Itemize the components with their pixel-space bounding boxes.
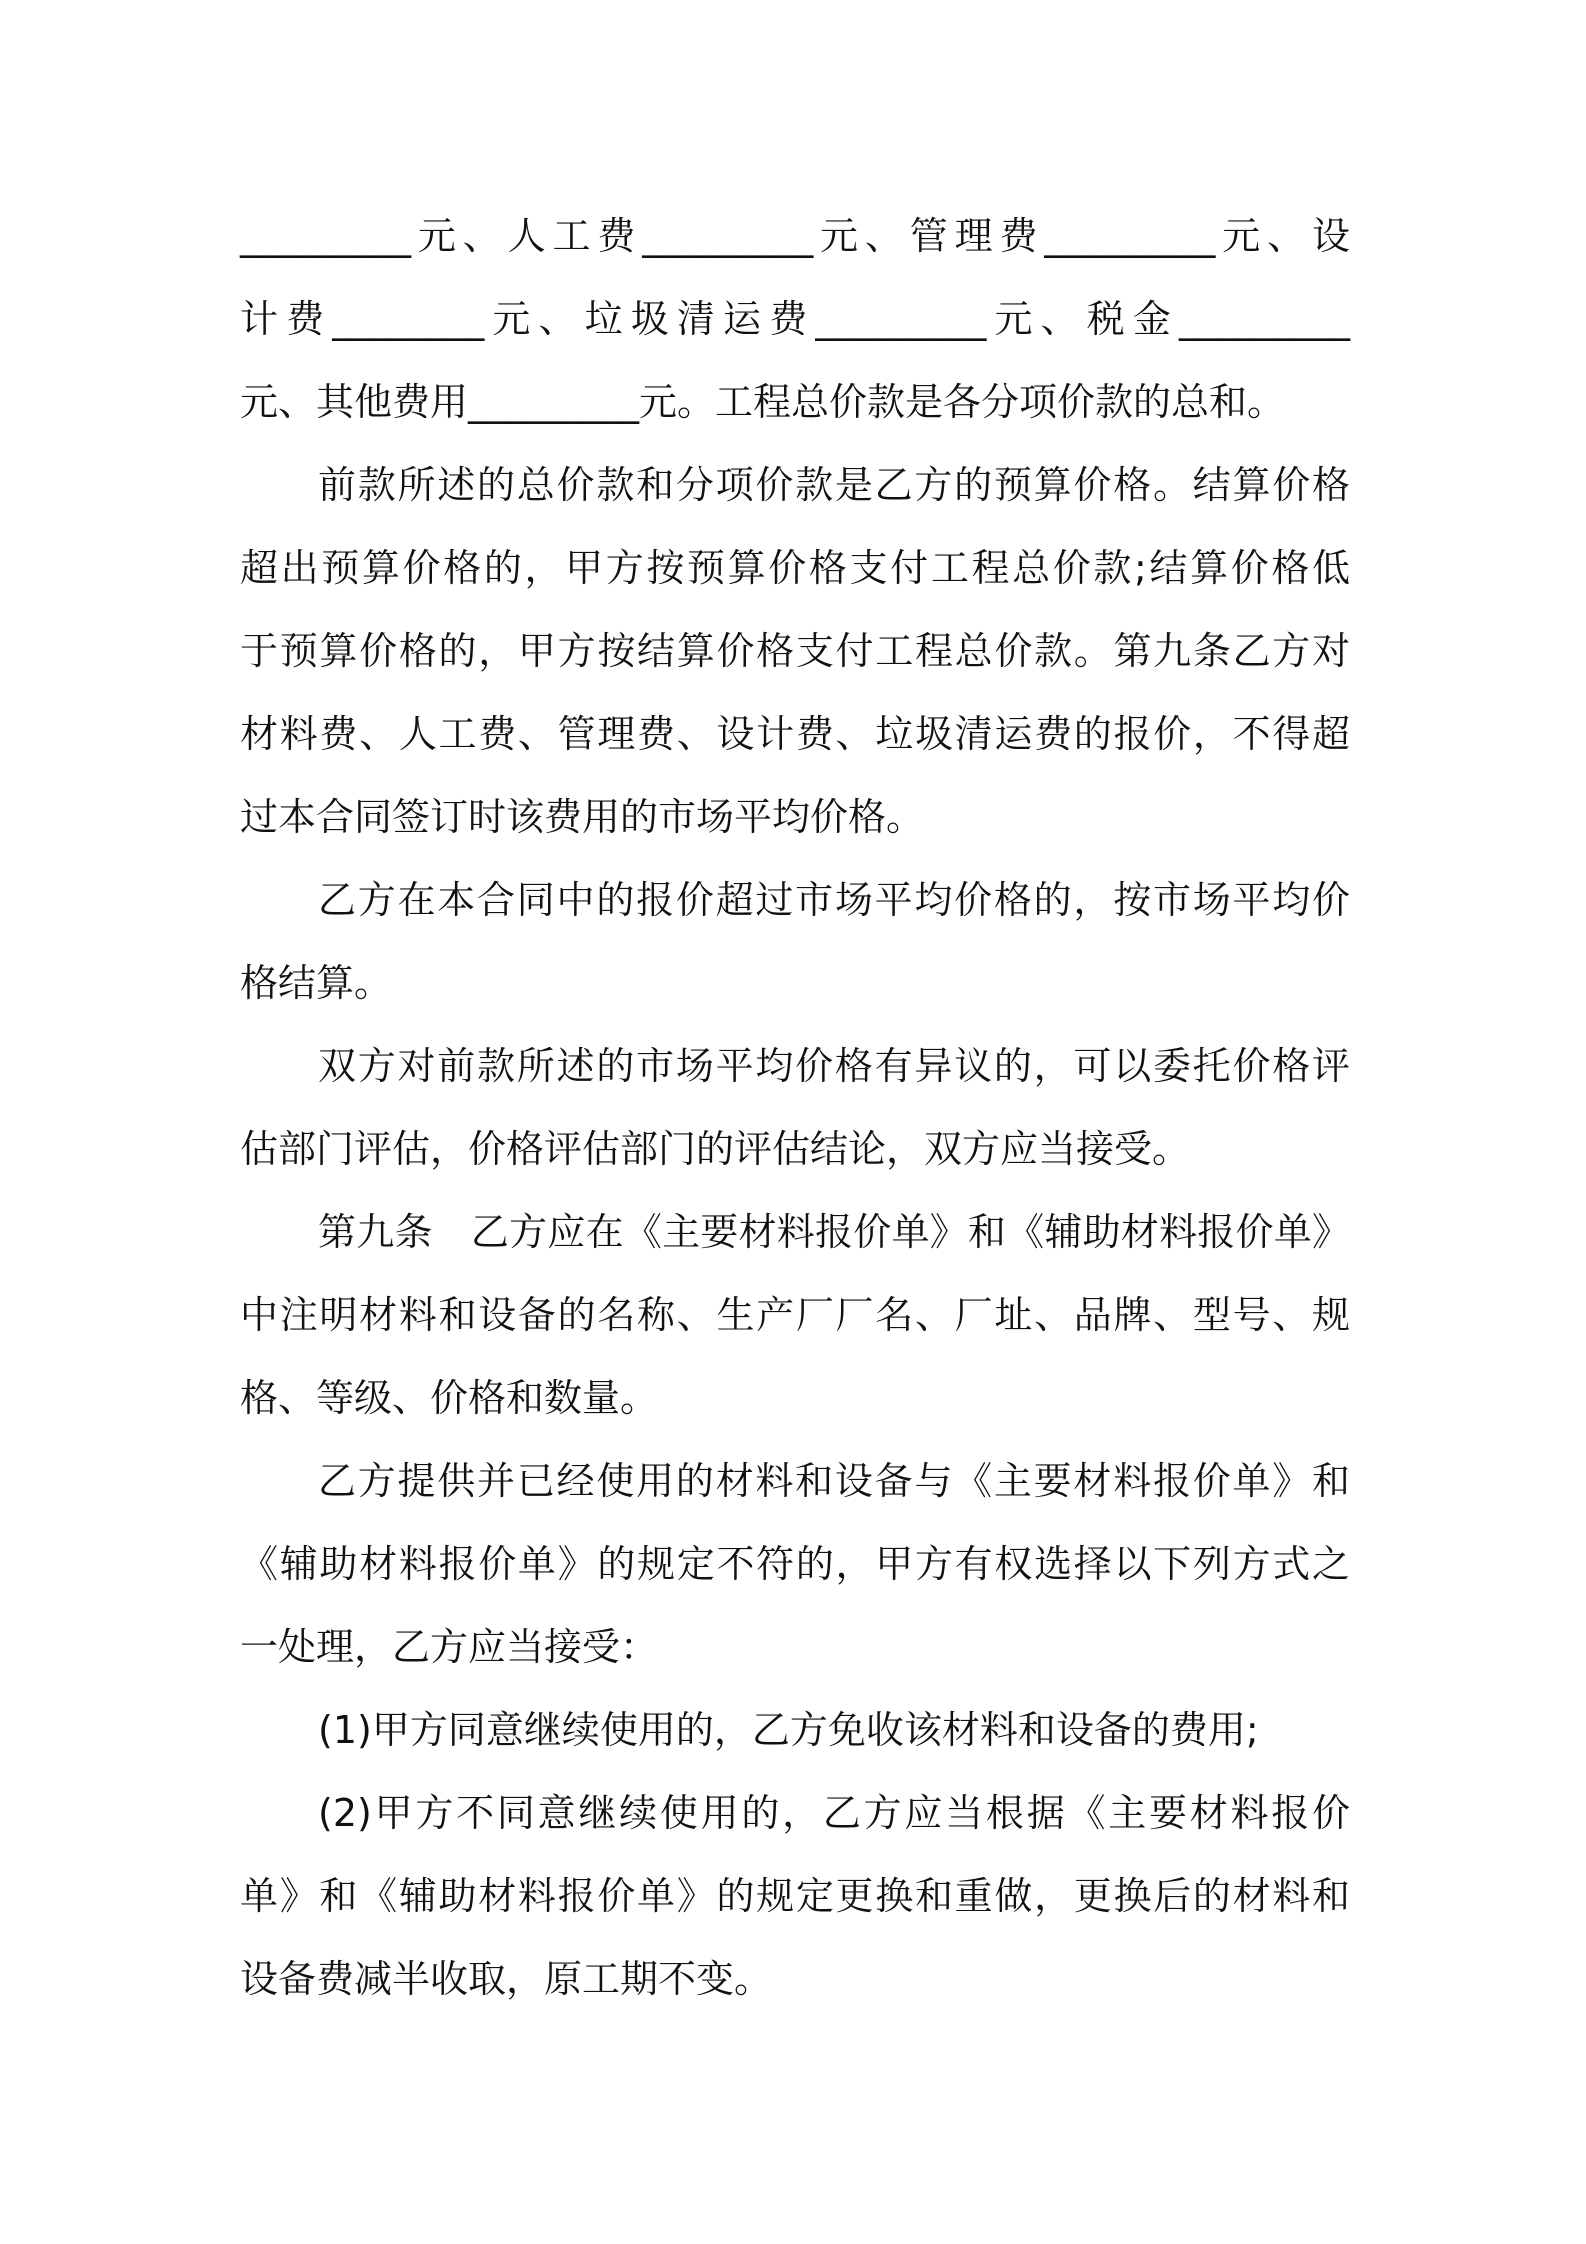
text-line: 格、等级、价格和数量。	[240, 1376, 659, 1420]
paragraph-first-line: 乙方提供并已经使用的材料和设备与《主要材料报价单》和	[318, 1459, 1350, 1503]
list-item-1: (1)甲方同意继续使用的，乙方免收该材料和设备的费用;	[318, 1708, 1259, 1752]
text-line: 单》和《辅助材料报价单》的规定更换和重做，更换后的材料和	[240, 1874, 1350, 1918]
text-line: 中注明材料和设备的名称、生产厂厂名、厂址、品牌、型号、规	[240, 1293, 1350, 1337]
text-line: 估部门评估，价格评估部门的评估结论，双方应当接受。	[240, 1127, 1191, 1171]
text-line: 超出预算价格的，甲方按预算价格支付工程总价款;结算价格低	[240, 546, 1350, 590]
list-item-2: (2)甲方不同意继续使用的，乙方应当根据《主要材料报价	[318, 1791, 1350, 1835]
text-line: _________元、人工费_________元、管理费_________元、设	[240, 214, 1350, 258]
text-line: 材料费、人工费、管理费、设计费、垃圾清运费的报价，不得超	[240, 712, 1350, 756]
text-line: 设备费减半收取，原工期不变。	[240, 1957, 773, 2001]
text-line: 过本合同签订时该费用的市场平均价格。	[240, 795, 925, 839]
text-line: 于预算价格的，甲方按结算价格支付工程总价款。第九条乙方对	[240, 629, 1350, 673]
article-heading-line: 第九条 乙方应在《主要材料报价单》和《辅助材料报价单》	[318, 1210, 1350, 1254]
paragraph-first-line: 前款所述的总价款和分项价款是乙方的预算价格。结算价格	[318, 463, 1350, 507]
paragraph-first-line: 乙方在本合同中的报价超过市场平均价格的，按市场平均价	[318, 878, 1350, 922]
text-line: 一处理，乙方应当接受：	[240, 1625, 659, 1669]
document-body	[240, 195, 1350, 2021]
text-line: 格结算。	[240, 961, 393, 1005]
text-line: 计费________元、垃圾清运费_________元、税金_________	[240, 297, 1350, 341]
paragraph-first-line: 双方对前款所述的市场平均价格有异议的，可以委托价格评	[318, 1044, 1350, 1088]
text-line: 《辅助材料报价单》的规定不符的，甲方有权选择以下列方式之	[240, 1542, 1350, 1586]
text-line: 元、其他费用_________元。工程总价款是各分项价款的总和。	[240, 380, 1286, 424]
